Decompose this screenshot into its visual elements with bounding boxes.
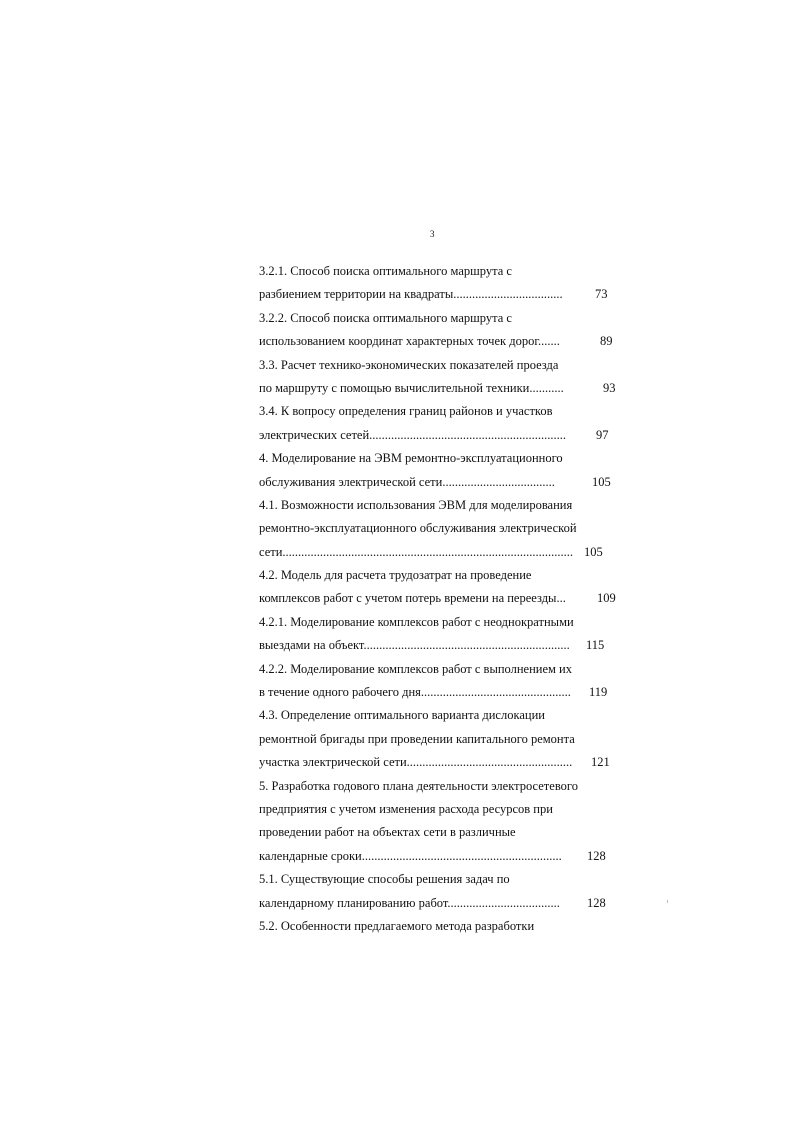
toc-line [259, 892, 619, 915]
toc-line [259, 821, 619, 844]
toc-page-number: 115 [586, 638, 605, 653]
toc-page-number: 89 [600, 334, 613, 349]
toc-entry-text: 5.2. Особенности предлагаемого метода разработки [259, 918, 535, 933]
toc-line [259, 868, 619, 891]
toc-entry-text: календарному планированию работ.................................... [259, 895, 560, 910]
toc-entry-text: 4.3. Определение оптимального варианта дислокации [259, 708, 545, 723]
toc-page-number: 97 [596, 427, 609, 442]
toc-page-number: 93 [603, 380, 616, 395]
toc-entry-text: электрических сетей............................................................... [259, 427, 567, 442]
toc-page-number: 105 [584, 544, 603, 559]
toc-line [259, 541, 619, 564]
toc-line [259, 424, 619, 447]
toc-line [259, 704, 619, 727]
toc-page-number: 73 [595, 287, 608, 302]
toc-entry-text: 3.2.2. Способ поиска оптимального маршрута с [259, 310, 512, 325]
toc-entry-text: 3.4. К вопросу определения границ районов и участков [259, 404, 553, 419]
toc-line [259, 775, 619, 798]
toc-line [259, 564, 619, 587]
toc-entry-text: разбиением территории на квадраты................................... [259, 287, 563, 302]
toc-page-number: 109 [597, 591, 616, 606]
toc-entry-text: 3.3. Расчет технико-экономических показателей проезда [259, 357, 559, 372]
toc-entry-text: проведении работ на объектах сети в различные [259, 825, 516, 840]
toc-line [259, 681, 619, 704]
scan-artifact [667, 900, 668, 903]
toc-page-number: 121 [591, 755, 610, 770]
page-number: 3 [430, 229, 435, 239]
toc-entry-text: по маршруту с помощью вычислительной техники........... [259, 380, 564, 395]
toc-line [259, 915, 619, 938]
toc-entry-text: 4.2.1. Моделирование комплексов работ с неоднократными [259, 614, 574, 629]
toc-line [259, 634, 619, 657]
toc-entry-text: календарные сроки................................................................ [259, 848, 562, 863]
toc-entry-text: ремонтной бригады при проведении капитального ремонта [259, 731, 575, 746]
toc-entry-text: выездами на объект.................................................................. [259, 638, 570, 653]
toc-entry-text: 4. Моделирование на ЭВМ ремонтно-эксплуатационного [259, 451, 563, 466]
toc-line [259, 260, 619, 283]
toc-line [259, 658, 619, 681]
toc-entry-text: 4.2.2. Моделирование комплексов работ с выполнением их [259, 661, 572, 676]
toc-line [259, 447, 619, 470]
toc-line [259, 845, 619, 868]
toc-entry-text: в течение одного рабочего дня................................................ [259, 685, 571, 700]
toc-page-number: 128 [587, 848, 606, 863]
toc-line [259, 283, 619, 306]
toc-line [259, 587, 619, 610]
toc-entry-text: 5.1. Существующие способы решения задач по [259, 872, 510, 887]
toc-line [259, 377, 619, 400]
toc-line [259, 611, 619, 634]
toc-line [259, 330, 619, 353]
toc-line [259, 517, 619, 540]
toc-entry-text: 3.2.1. Способ поиска оптимального маршрута с [259, 264, 512, 278]
toc-entry-text: ремонтно-эксплуатационного обслуживания электрической [259, 521, 577, 536]
toc-page-number: 105 [592, 474, 611, 489]
toc-entry-text: 4.2. Модель для расчета трудозатрат на проведение [259, 568, 532, 583]
toc-entry-text: предприятия с учетом изменения расхода ресурсов при [259, 801, 553, 816]
toc-line [259, 494, 619, 517]
toc-line [259, 307, 619, 330]
toc-entry-text: 5. Разработка годового плана деятельности электросетевого [259, 778, 578, 793]
toc-line [259, 798, 619, 821]
toc-page-number: 119 [589, 685, 608, 700]
toc-line [259, 471, 619, 494]
toc-entry-text: сети............................................................................................. [259, 544, 574, 559]
table-of-contents [259, 260, 619, 938]
toc-entry-text: 4.1. Возможности использования ЭВМ для моделирования [259, 497, 573, 512]
toc-entry-text: использованием координат характерных точек дорог....... [259, 334, 560, 349]
toc-line [259, 400, 619, 423]
toc-entry-text: комплексов работ с учетом потерь времени на переезды... [259, 591, 566, 606]
toc-entry-text: участка электрической сети..................................................... [259, 755, 573, 770]
toc-line [259, 354, 619, 377]
toc-line [259, 728, 619, 751]
toc-entry-text: обслуживания электрической сети.................................... [259, 474, 555, 489]
toc-line [259, 751, 619, 774]
toc-page-number: 128 [587, 895, 606, 910]
